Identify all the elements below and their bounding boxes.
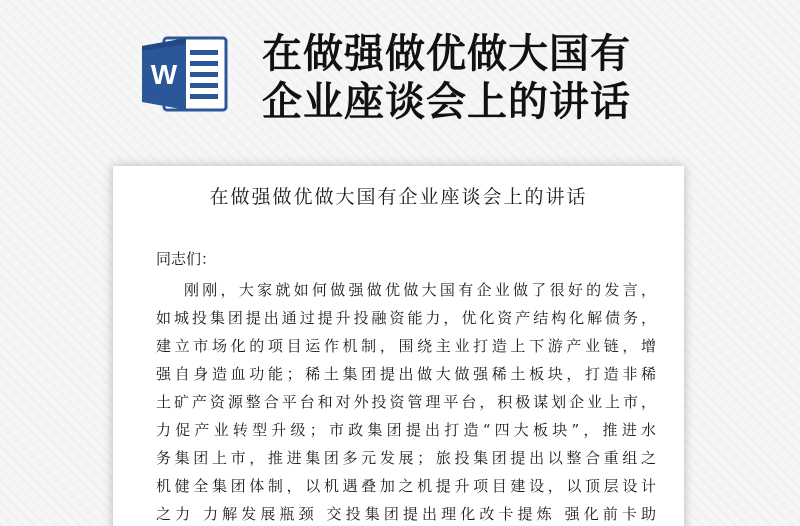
header-title-line-1: 在做强做优做大国有 [262,31,631,77]
body-line: 如城投集团提出通过提升投融资能力，优化资产结构化解债务， [156,309,656,327]
header-title-line-2: 企业座谈会上的讲话 [262,79,631,125]
body-line: 之力 力解发展瓶颈 交投集团提出理化改卡提炼 强化前卡助 [156,505,656,523]
word-icon-letter: W [150,59,178,90]
body-line: 土矿产资源整合平台和对外投资管理平台，积极谋划企业上市， [156,393,656,411]
document-body [156,248,656,526]
salutation: 同志们： [156,250,217,268]
body-line: 刚刚，大家就如何做强做优做大国有企业做了很好的发言， [184,281,656,299]
body-line: 强自身造血功能；稀土集团提出做大做强稀土板块，打造非稀 [156,365,656,383]
header-title [262,30,782,126]
body-line: 务集团上市，推进集团多元发展；旅投集团提出以整合重组之 [156,449,656,467]
document-page [113,166,684,526]
body-line: 建立市场化的项目运作机制，围绕主业打造上下游产业链，增 [156,337,656,355]
body-line: 力促产业转型升级；市政集团提出打造“四大板块”，推进水 [156,421,656,439]
document-title: 在做强做优做大国有企业座谈会上的讲话 [209,186,588,208]
word-document-icon [140,34,230,114]
header-banner [0,0,800,140]
body-line: 机健全集团体制，以机遇叠加之机提升项目建设，以顶层设计 [156,477,656,495]
